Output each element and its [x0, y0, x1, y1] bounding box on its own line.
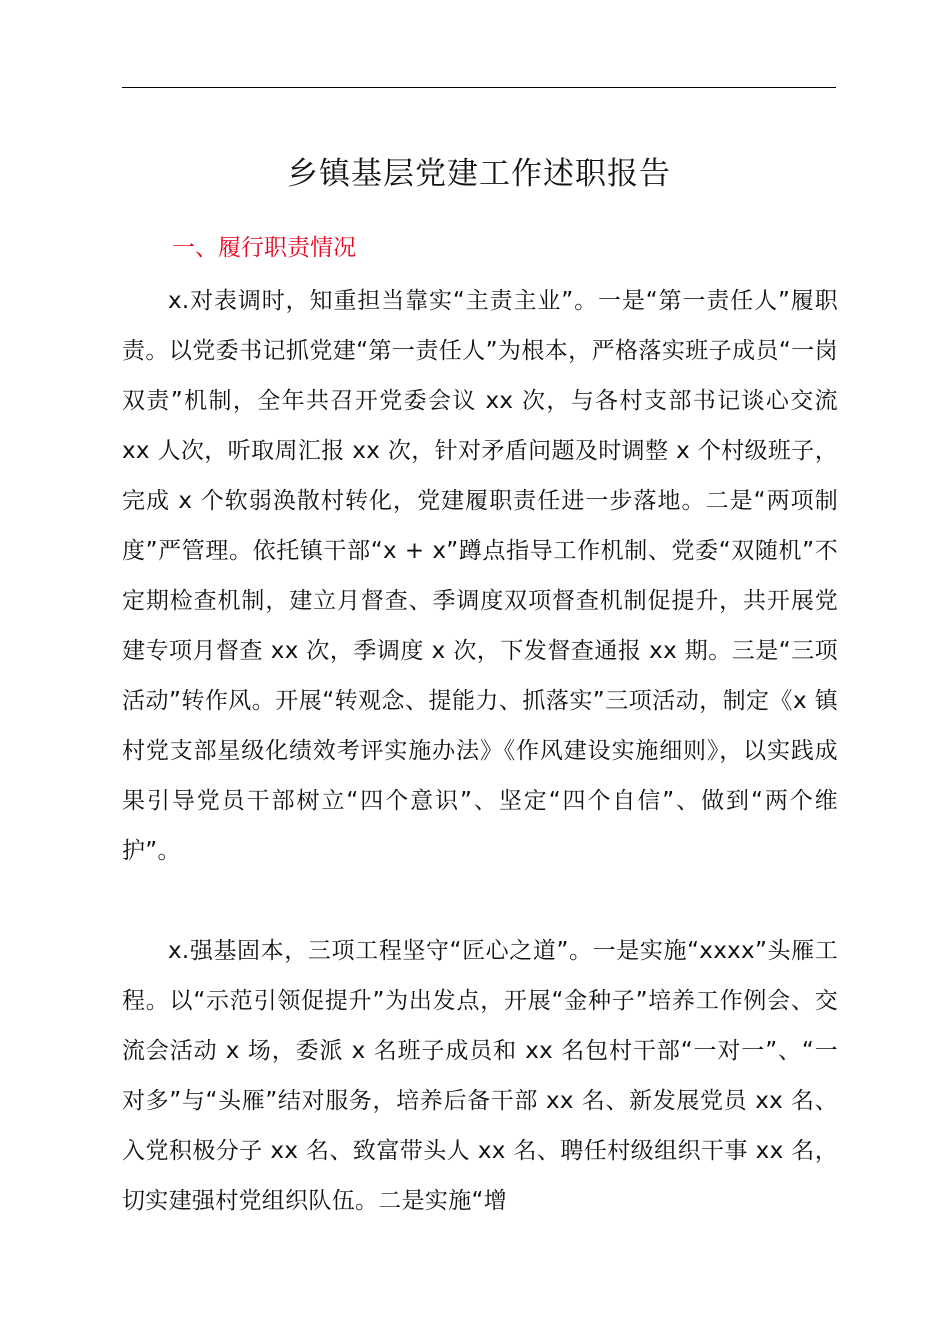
section-heading: 一、履行职责情况 — [172, 235, 356, 261]
header-rule — [122, 87, 836, 88]
body-paragraph-1: x.对表调时，知重担当靠实“主责主业”。一是“第一责任人”履职责。以党委书记抓党建“第一责任人”为根本，严格落实班子成员“一岗双责”机制，全年共召开党委会议 xx 次，与各村支部书记谈心交流 xx 人次，听取周汇报 xx 次，针对矛盾问题及时调整 x 个村级班子，完成 x 个软弱涣散村转化，党建履职责任进一步落地。二是“两项制度”严管理。依托镇干部“x + x”蹲点指导工作机制、党委“双随机”不定期检查机制，建立月督查、季调度双项督查机制促提升，共开展党建专项月督查 xx 次，季调度 x 次，下发督查通报 xx 期。三是“三项活动”转作风。开展“转观念、提能力、抓落实”三项活动，制定《x 镇村党支部星级化绩效考评实施办法》《作风建设实施细则》，以实践成果引导党员干部树立“四个意识”、坚定“四个自信”、做到“两个维护”。 — [122, 288, 838, 864]
document-title: 乡镇基层党建工作述职报告 — [287, 156, 671, 192]
body-paragraph-2: x.强基固本，三项工程坚守“匠心之道”。一是实施“xxxx”头雁工程。以“示范引领促提升”为出发点，开展“金种子”培养工作例会、交流会活动 x 场，委派 x 名班子成员和 xx 名包村干部“一对一”、“一对多”与“头雁”结对服务，培养后备干部 xx 名、新发展党员 xx 名、入党积极分子 xx 名、致富带头人 xx 名、聘任村级组织干事 xx 名，切实建强村党组织队伍。二是实施“增 — [122, 938, 838, 1214]
